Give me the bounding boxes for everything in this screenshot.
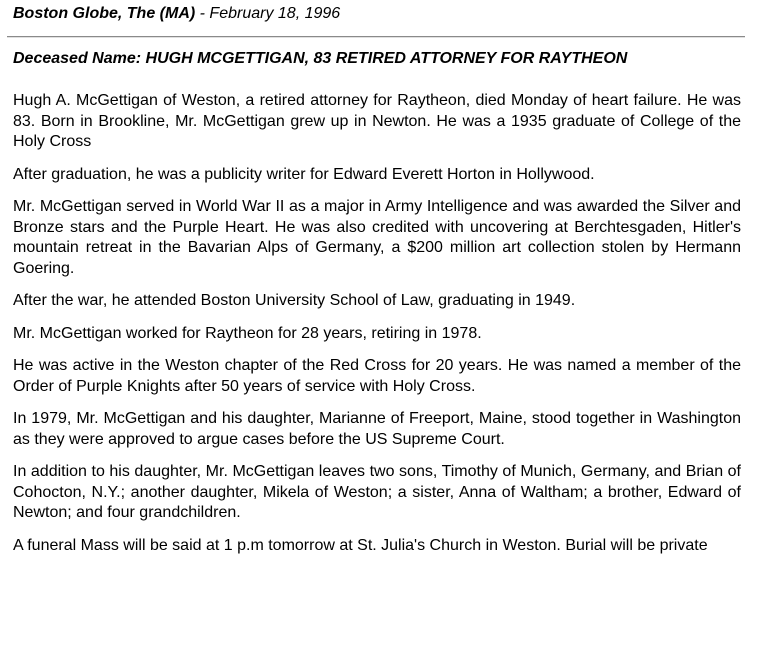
paragraph: After the war, he attended Boston University School of Law, graduating in 1949. bbox=[13, 292, 576, 309]
paragraph: Hugh A. McGettigan of Weston, a retired attorney for Raytheon, died Monday of heart failure. He was 83. Born in Brookline, Mr. McGettigan grew up in Newton. He was a 1935 graduate of College of the Holy Cross bbox=[13, 92, 741, 150]
paragraph: A funeral Mass will be said at 1 p.m tomorrow at St. Julia's Church in Weston. Burial will be private bbox=[13, 536, 708, 554]
paragraph: In addition to his daughter, Mr. McGettigan leaves two sons, Timothy of Munich, Germany, and Brian of Cohocton, N.Y.; another daughter, Mikela of Weston; a sister, Anna of Waltham; a brother, Edward of Newton; and four grandchildren. bbox=[13, 463, 741, 521]
article-title: Deceased Name: HUGH MCGETTIGAN, 83 RETIRED ATTORNEY FOR RAYTHEON bbox=[13, 50, 628, 67]
paragraph: Mr. McGettigan worked for Raytheon for 28 years, retiring in 1978. bbox=[13, 324, 482, 342]
article-header bbox=[13, 5, 340, 23]
paragraph: He was active in the Weston chapter of the Red Cross for 20 years. He was named a member of the Order of Purple Knights after 50 years of service with Holy Cross. bbox=[13, 357, 741, 395]
publication-date: February 18, 1996 bbox=[209, 5, 341, 22]
paragraph: Mr. McGettigan served in World War II as a major in Army Intelligence and was awarded the Silver and Bronze stars and the Purple Heart. He was also credited with uncovering at Berchtesgaden, Hitler's mountain retreat in the Bavarian Alps of Germany, a $200 million art collection stolen by Hermann Goering. bbox=[13, 198, 741, 277]
paragraph: In 1979, Mr. McGettigan and his daughter, Marianne of Freeport, Maine, stood together in Washington as they were approved to argue cases before the US Supreme Court. bbox=[13, 410, 741, 448]
header-divider bbox=[7, 36, 745, 38]
article-body bbox=[13, 91, 741, 568]
paragraph: After graduation, he was a publicity writer for Edward Everett Horton in Hollywood. bbox=[13, 165, 595, 183]
header-separator: - bbox=[195, 5, 210, 22]
publication-name: Boston Globe, The (MA) bbox=[13, 5, 196, 22]
